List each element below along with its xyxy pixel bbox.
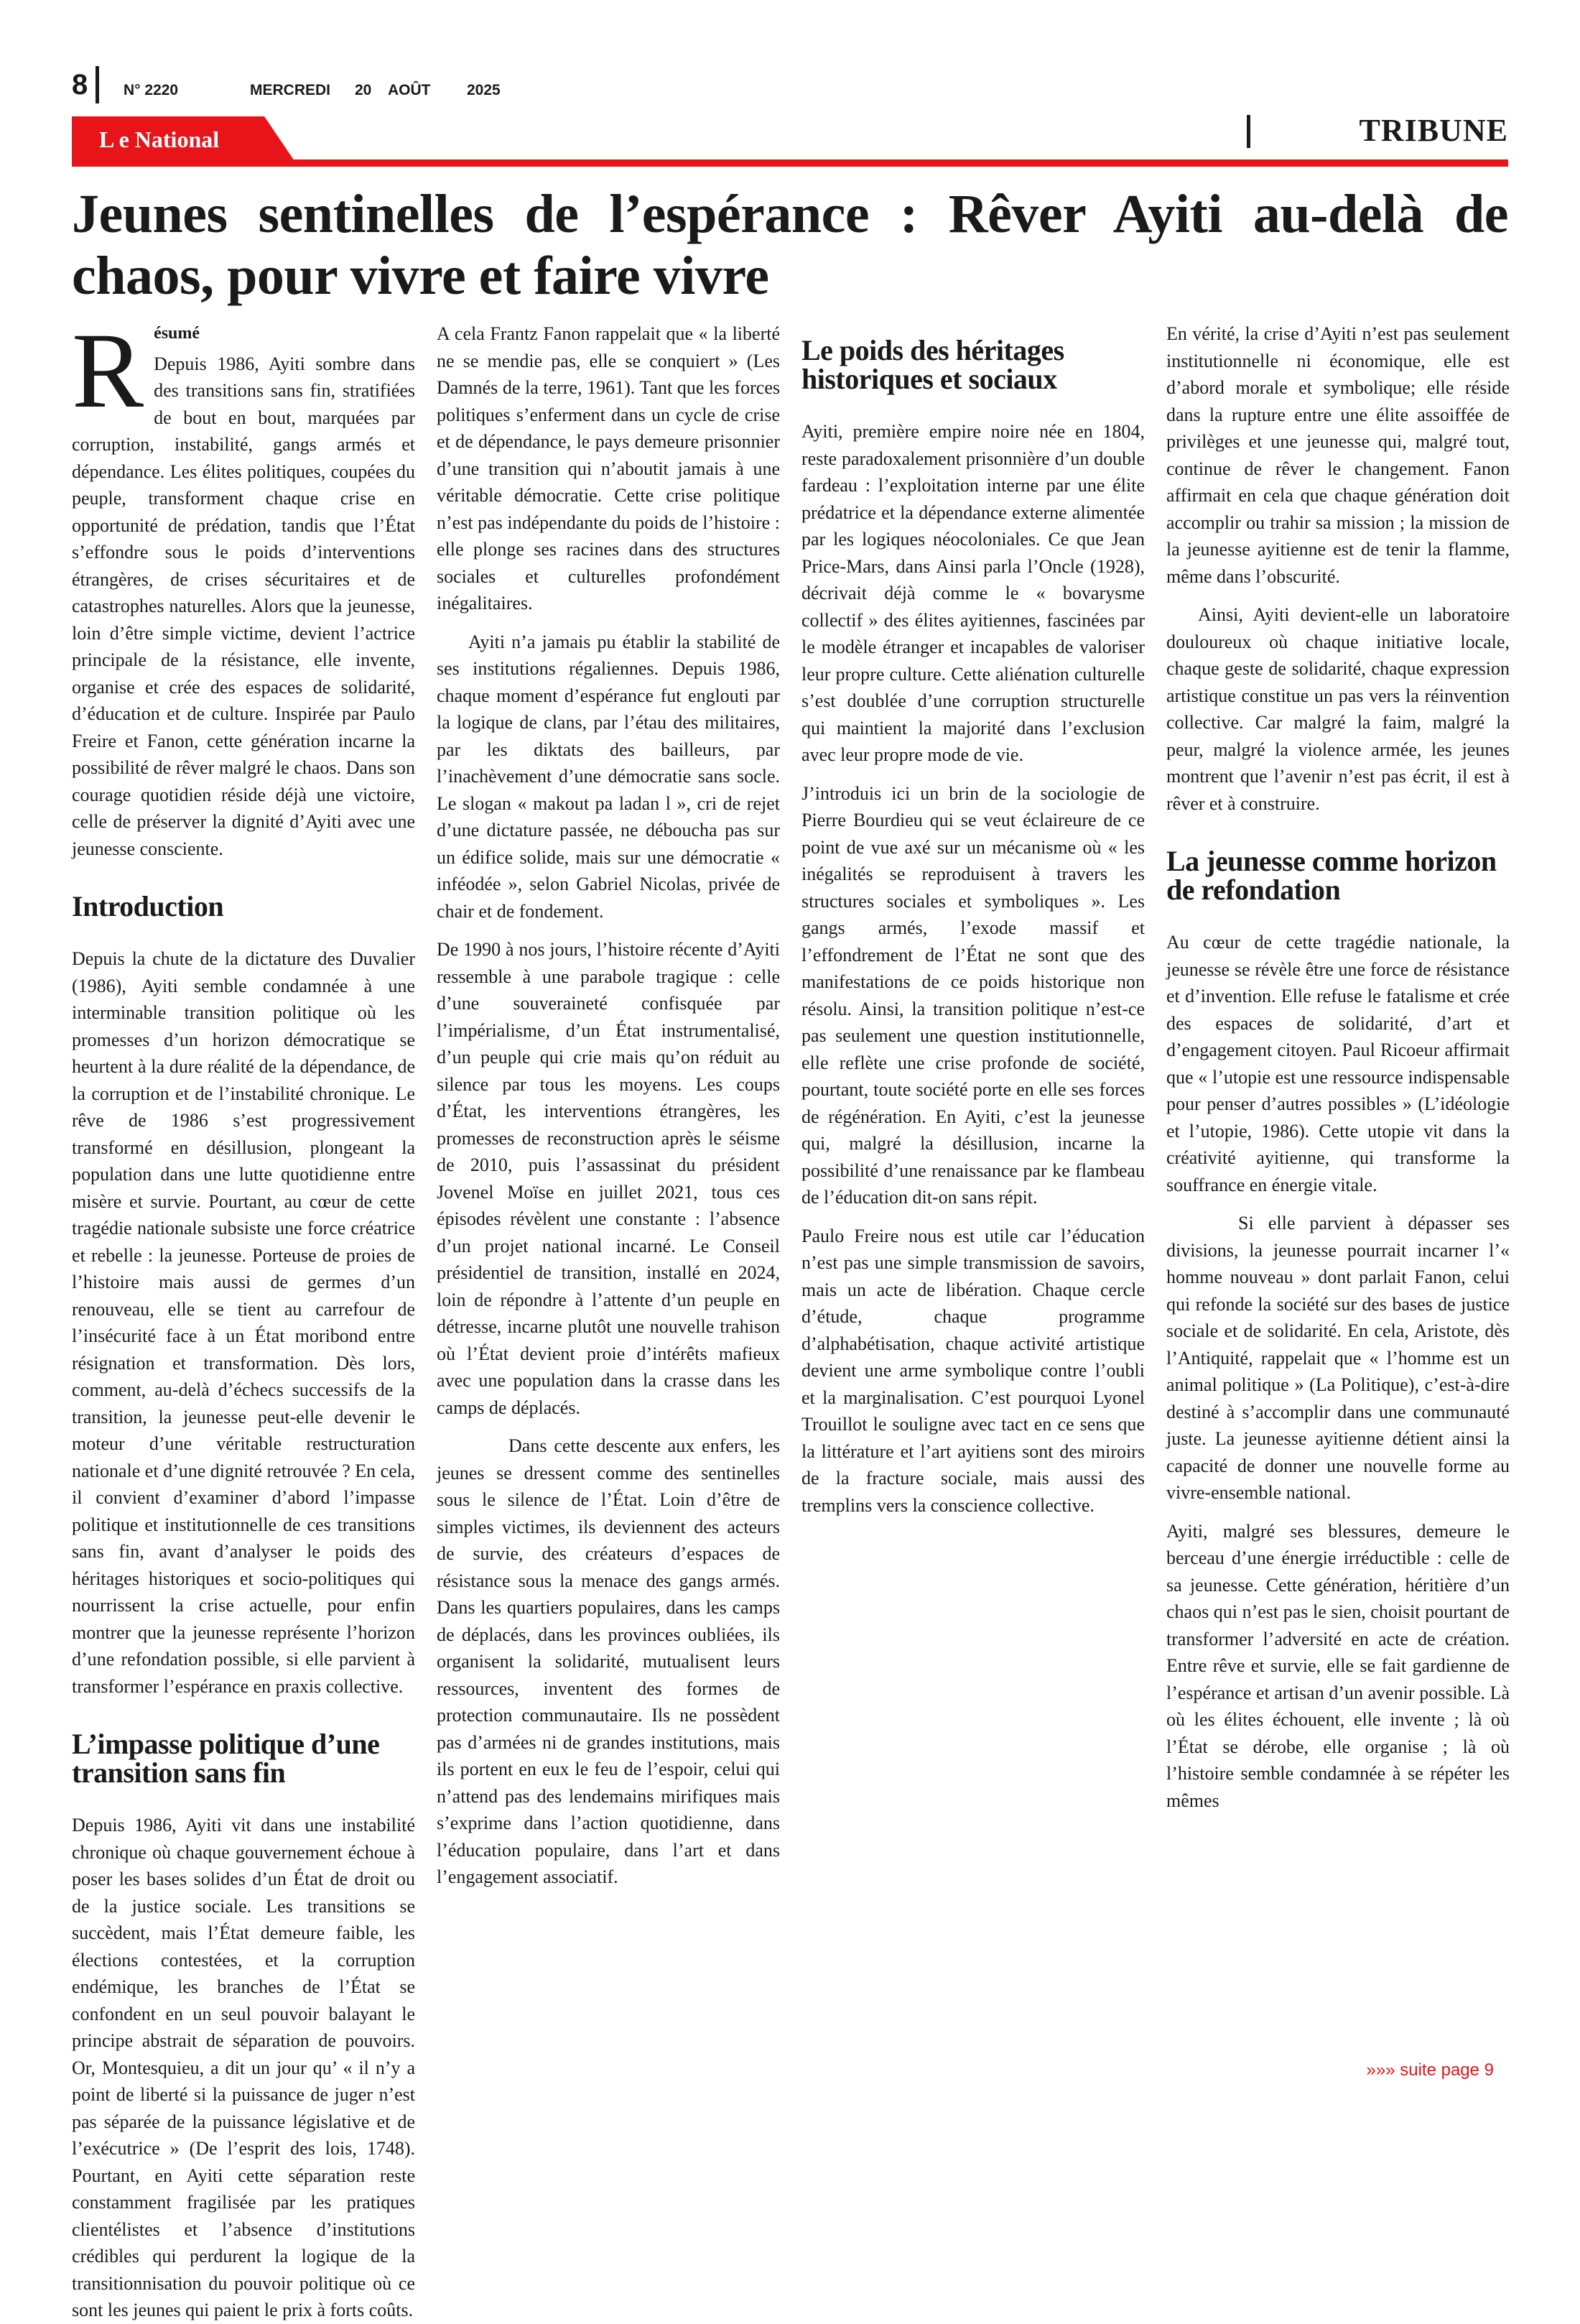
column-1 [72,311,415,2320]
paragraph: Ainsi, Ayiti devient-elle un laboratoire douloureux où chaque initiative locale, chaque geste de solidarité, chaque expression artistique constitue un pas vers la réinvention collective. Car malgré la faim, malgré la peur, malgré la violence armée, les jeunes montrent que l’avenir n’est pas écrit, il est à rêver et à construire. [1166,604,1510,814]
header-rule [72,159,1508,167]
date-number: 20 [355,82,372,98]
paragraph: De 1990 à nos jours, l’histoire récente d’Ayiti ressemble à une parabole tragique : celle d’une souveraineté confisquée par l’impérialisme, d’un État instrumentalisé, d’un peuple qui crie mais qu’on réduit au silence par tous les moyens. Les coups d’État, les interventions étrangères, les promesses de reconstruction après le séisme de 2010, puis l’assassinat du président Jovenel Moïse en juillet 2021, tous ces épisodes révèlent une constante : l’absence d’un projet national incarné. Le Conseil présidentiel de transition, installé en 2024, loin de répondre à l’attente d’un peuple en détresse, incarne plutôt une nouvelle trahison où l’État devient proie d’intérêts mafieux avec une population dans la crasse dans les camps de déplacés. [437,939,780,1418]
header-divider [96,66,99,103]
column-2 [437,320,780,2059]
continuation-link[interactable]: »»» suite page 9 [1366,2060,1494,2080]
date-year: 2025 [467,82,501,98]
date-day: MERCREDI [250,82,331,98]
column-3 [801,320,1145,2059]
brand-name: L e National [99,126,220,152]
article-headline: Jeunes sentinelles de l’espérance : Rêver Ayiti au-delà de chaos, pour vivre et faire vivre [72,184,1508,306]
paragraph: Si elle parvient à dépasser ses divisions, la jeunesse pourrait incarner l’« homme nouveau » dont parlait Fanon, celui qui refonde la société sur des bases de justice sociale et de solidarité. En cela, Aristote, dès l’Antiquité, rappelait que « l’homme est un animal politique » (La Politique), c’est-à-dire destiné à s’accomplir dans une communauté juste. La jeunesse ayitienne détient ainsi la capacité de donner une nouvelle forme au vivre-ensemble national. [1166,1213,1510,1503]
section-divider [1247,115,1250,148]
abstract-text: Depuis 1986, Ayiti sombre dans des transitions sans fin, stratifiées de bout en bout, marquées par corruption, instabilité, gangs armés et dépendance. Les élites politiques, coupées du peuple, transforment chaque crise en opportunité de prédation, tandis que l’État s’effondre sous le poids d’interventions étrangères, de crises sécuritaires et de catastrophes naturelles. Alors que la jeunesse, loin d’être simple victime, devient l’actrice principale de la résistance, elle invente, organise et crée des espaces de solidarité, d’éducation et de culture. Inspirée par Paulo Freire et Fanon, cette génération incarne la possibilité de rêver malgré le chaos. Dans son courage quotidien réside déjà une victoire, celle de préserver la dignité d’Ayiti avec une jeunesse consciente. [72,353,415,859]
paragraph: Ayiti n’a jamais pu établir la stabilité de ses institutions régaliennes. Depuis 1986, chaque moment d’espérance fut englouti par la logique de clans, par l’étau des militaires, par les diktats des bailleurs, par l’inachèvement d’une démocratie sans socle. Le slogan « makout pa ladan l », cri de rejet d’une dictature passée, ne déboucha pas sur un édifice solide, mais sur une démocratie « inféodée », selon Gabriel Nicolas, privée de chair et de fondement. [437,631,780,922]
date-month: AOÛT [388,82,431,98]
introduction-text: Depuis la chute de la dictature des Duvalier (1986), Ayiti semble condamnée à une interminable transition politique où les promesses d’un horizon démocratique se heurtent à la dure réalité de la dépendance, de la corruption et de l’instabilité chronique. Le rêve de 1986 s’est progressivement transformé en désillusion, plongeant la population dans une lutte quotidienne entre misère et survie. Pourtant, au cœur de cette tragédie nationale subsiste une force créatrice et rebelle : la jeunesse. Porteuse de proies de l’histoire mais aussi de germes d’un renouveau, elle se tient au carrefour de l’insécurité face à un État moribond entre résignation et transformation. Dès lors, comment, au-delà d’échecs successifs de la transition, la jeunesse peut-elle devenir le moteur d’une véritable restructuration nationale et d’une dignité retrouvée ? En cela, il convient d’examiner d’abord l’impasse politique et institutionnelle de ces transitions sans fin, avant d’analyser le poids des héritages historiques et socio-politiques qui nourrissent la crise actuelle, pour enfin montrer que la jeunesse représente l’horizon d’une refondation possible, si elle parvient à transformer l’espérance en praxis collective. [72,948,415,1697]
paragraph: Depuis 1986, Ayiti vit dans une instabilité chronique où chaque gouvernement échoue à poser les bases solides d’un État de droit ou de la justice sociale. Les transitions se succèdent, mais l’État demeure faible, les élections contestées, et la corruption endémique, les branches de l’État se confondent en un seul pouvoir balayant le principe abstrait de séparation de pouvoirs. Or, Montesquieu, a dit un jour qu’ « il n’y a point de liberté si la puissance de juger n’est pas séparée de la puissance législative et de l’exécutrice » (De l’esprit des lois, 1748). Pourtant, en Ayiti cette séparation reste constamment fragilisée par les pratiques clientélistes et l’absence d’institutions crédibles qui perdurent la logique de la transitionnisation du pouvoir politique où ce sont les jeunes qui paient le prix à forts coûts. [72,1815,415,2320]
column-4 [1166,320,1510,2059]
paragraph: En vérité, la crise d’Ayiti n’est pas seulement institutionnelle ni économique, elle est d’abord morale et symbolique; elle réside dans la rupture entre une élite assoiffée de privilèges et une jeunesse qui, malgré tout, continue de rêver le changement. Fanon affirmait en cela que chaque génération doit accomplir ou trahir sa mission ; la mission de la jeunesse ayitienne est de tenir la flamme, même dans l’obscurité. [1166,323,1510,587]
paragraph: Au cœur de cette tragédie nationale, la jeunesse se révèle être une force de résistance et d’invention. Elle refuse le fatalisme et crée des espaces de solidarité, d’art et d’engagement citoyen. Paul Ricoeur affirmait que « l’utopie est une ressource indispensable pour penser d’autres possibles » (L’idéologie et l’utopie, 1986). Cette utopie vit dans la créativité ayitienne, qui transforme la souffrance en énergie vitale. [1166,932,1510,1195]
drop-cap: R [72,311,144,430]
section-heading-introduction: Introduction [72,890,224,922]
issue-number: N° 2220 [124,82,179,98]
paragraph: J’introduis ici un brin de la sociologie de Pierre Bourdieu qui se veut éclaireure de ce point de vue axé sur un mécanisme où « les inégalités se reproduisent à travers les structures sociales et symboliques ». Les gangs armés, l’exode massif et l’effondrement de l’État ne sont que des manifestations de ce poids historique non résolu. Ainsi, la transition politique n’est-ce pas seulement une question institutionnelle, elle reflète une crise profonde de société, pourtant, toute société porte en elle ses forces de régénération. En Ayiti, c’est la jeunesse qui, malgré la désillusion, incarne la possibilité d’une renaissance par ke flambeau de l’éducation dit-on sans répit. [801,782,1145,1208]
abstract-label: ésumé [154,324,200,343]
section-heading-jeunesse: La jeunesse comme horizon de refondation [1166,845,1497,906]
section-label: TRIBUNE [1359,113,1508,148]
paragraph: Ayiti, première empire noire née en 1804, reste paradoxalement prisonnière d’un double fardeau : l’exploitation interne par une élite prédatrice et la dépendance externe alimentée par les logiques néocoloniales. Ce que Jean Price-Mars, dans Ainsi parla l’Oncle (1928), décrivait déjà comme le « bovarysme collectif » des élites ayitiennes, fascinées par le modèle étranger et incapables de valoriser leur propre culture. Cette aliénation culturelle s’est doublée d’une corruption structurelle qui maintient la majorité dans l’exclusion avec leur propre mode de vie. [801,421,1145,765]
paragraph: A cela Frantz Fanon rappelait que « la liberté ne se mendie pas, elle se conquiert » (Les Damnés de la terre, 1961). Tant que les forces politiques s’enferment dans un cycle de crise et de dépendance, le pays demeure prisonnier d’une transition qui n’aboutit jamais à une véritable démocratie. Cette crise politique n’est pas indépendante du poids de l’histoire : elle plonge ses racines dans des structures sociales et culturelles profondément inégalitaires. [437,323,780,614]
paragraph: Paulo Freire nous est utile car l’éducation n’est pas une simple transmission de savoirs, mais un acte de libération. Chaque cercle d’étude, chaque programme d’alphabétisation, chaque activité artistique devient une arme symbolique contre l’oubli et la marginalisation. C’est pourquoi Lyonel Trouillot le souligne avec tact en ce sens que la littérature et l’art ayitiens sont des miroirs de la fracture sociale, mais aussi des tremplins vers la conscience collective. [801,1225,1145,1516]
page-number: 8 [72,69,88,101]
section-heading-heritages: Le poids des héritages historiques et sociaux [801,334,1064,395]
paragraph: Ayiti, malgré ses blessures, demeure le berceau d’une énergie irréductible : celle de sa jeunesse. Cette génération, héritière d’un chaos qui n’est pas le sien, choisit pourtant de transformer l’adversité en acte de création. Entre rêve et survie, elle se fait gardienne de l’espérance et artisan d’un avenir possible. Là où les élites échouent, elle invente ; là où l’État se dérobe, elle organise ; là où l’histoire semble condamnée à se répéter les mêmes [1166,1520,1510,1811]
section-heading-impasse: L’impasse politique d’une transition sans fin [72,1728,380,1789]
brand-banner [72,116,294,161]
paragraph: Dans cette descente aux enfers, les jeunes se dressent comme des sentinelles sous le silence de l’État. Loin d’être de simples victimes, ils deviennent des acteurs de survie, des créateurs d’espaces de résistance sous la menace des gangs armés. Dans les quartiers populaires, dans les camps de déplacés, dans les provinces oubliées, ils organisent la solidarité, mutualisent leurs ressources, inventent des formes de protection communautaire. Ils ne possèdent pas d’armées ni de grandes institutions, mais ils portent en eux le feu de l’espoir, celui qui n’attend pas des lendemains mirifiques mais s’exprime dans l’action quotidienne, dans l’éducation populaire, dans l’art et dans l’engagement associatif. [437,1435,780,1887]
